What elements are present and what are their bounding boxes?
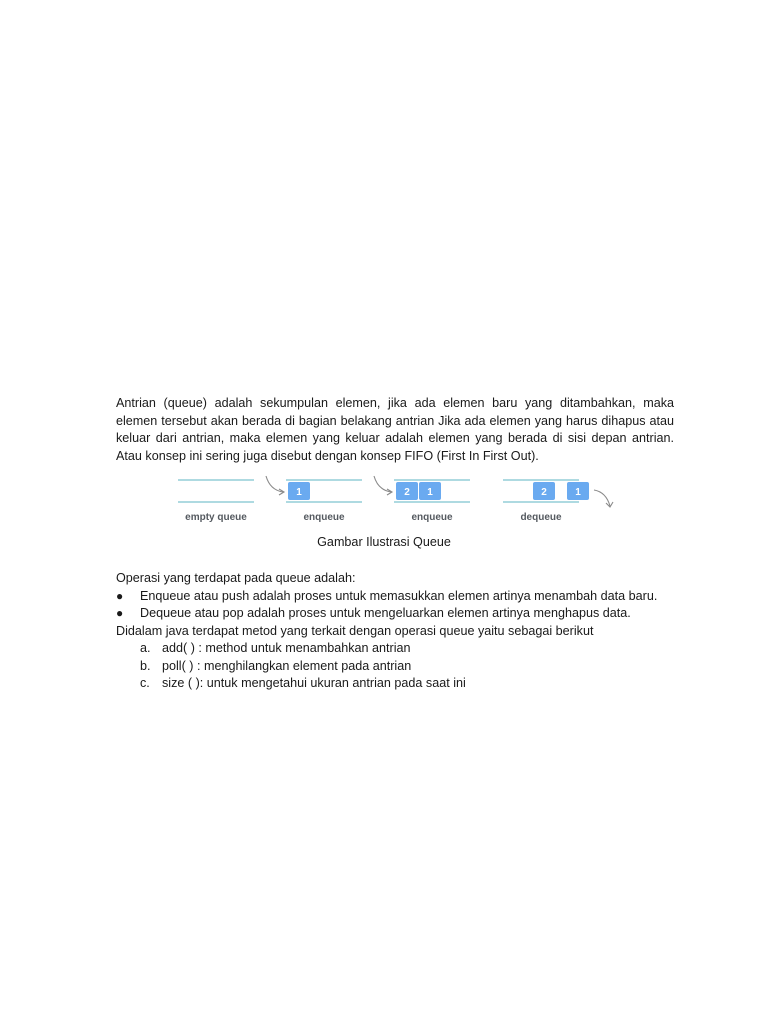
queue-panel-enqueue-1 — [266, 476, 362, 523]
queue-element-label: 1 — [427, 487, 433, 498]
method-item — [116, 675, 674, 693]
operations-section — [116, 570, 674, 693]
intro-line: keluar dari antrian, maka elemen yang keluar adalah elemen yang berada di sisi depan antrian. — [116, 431, 674, 445]
curved-arrow-icon — [594, 490, 610, 506]
queue-panel-enqueue-2 — [374, 476, 470, 523]
method-item — [116, 658, 674, 676]
queue-element-label: 1 — [575, 487, 581, 498]
bullet-text: Enqueue atau push adalah proses untuk memasukkan elemen artinya menambah data baru. — [140, 588, 658, 603]
method-text: add( ) : method untuk menambahkan antrian — [162, 641, 411, 655]
queue-panel-empty — [178, 480, 254, 523]
bullet-text: Dequeue atau pop adalah proses untuk mengeluarkan elemen artinya menghapus data. — [140, 606, 631, 620]
queue-panel-label: dequeue — [520, 512, 562, 523]
intro-line: elemen tersebut akan berada di bagian belakang antrian Jika ada elemen yang harus dihapus atau — [116, 413, 674, 428]
queue-panel-dequeue — [503, 480, 613, 523]
operations-title: Operasi yang terdapat pada queue adalah: — [116, 571, 356, 585]
queue-element-label: 1 — [296, 487, 302, 498]
queue-panel-label: enqueue — [303, 512, 345, 523]
queue-panel-label: empty queue — [185, 512, 247, 523]
java-intro: Didalam java terdapat metod yang terkait dengan operasi queue yaitu sebagai berikut — [116, 623, 594, 638]
method-text: poll( ) : menghilangkan element pada antrian — [162, 658, 412, 673]
list-item — [116, 605, 674, 623]
bullet-icon: ● — [116, 606, 124, 620]
bullet-icon: ● — [116, 588, 124, 603]
list-item — [116, 588, 674, 606]
intro-paragraph — [116, 395, 674, 465]
queue-element-label: 2 — [541, 487, 547, 498]
intro-line: Antrian (queue) adalah sekumpulan elemen, jika ada elemen baru yang ditambahkan, maka — [116, 396, 674, 410]
method-letter: a. — [140, 641, 151, 655]
method-text: size ( ): untuk mengetahui ukuran antrian pada saat ini — [162, 676, 466, 690]
method-letter: c. — [140, 676, 150, 690]
queue-illustration — [0, 470, 768, 530]
queue-panel-label: enqueue — [411, 512, 453, 523]
method-letter: b. — [140, 658, 151, 673]
queue-element-label: 2 — [404, 487, 410, 498]
intro-line: Atau konsep ini sering juga disebut dengan konsep FIFO (First In First Out). — [116, 448, 539, 463]
figure-caption: Gambar Ilustrasi Queue — [317, 535, 451, 549]
method-item — [116, 640, 674, 658]
